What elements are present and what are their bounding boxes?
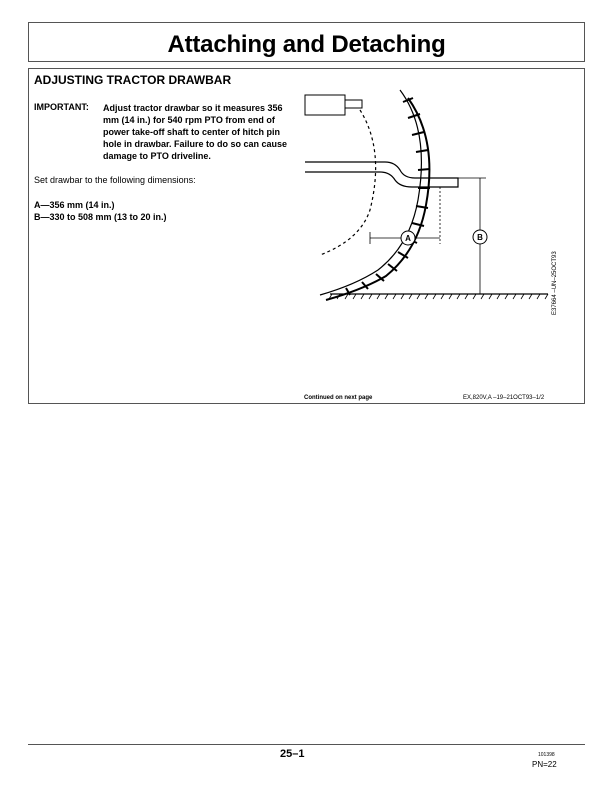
doc-code: 101398	[538, 752, 555, 758]
page-number: 25–1	[280, 748, 305, 760]
important-label: IMPORTANT:	[34, 102, 89, 112]
callout-b: B	[477, 233, 483, 242]
figure-code: E37664 –UN–25OCT93	[552, 251, 558, 315]
callout-a: A	[405, 234, 411, 243]
reference-code: EX,820V,A –19–21OCT93–1/2	[463, 395, 545, 401]
dimension-a: A—356 mm (14 in.)	[34, 200, 115, 210]
drawbar-illustration	[300, 80, 550, 310]
important-text: Adjust tractor drawbar so it measures 356 mm (14 in.) for 540 rpm PTO from end of power take-off shaft to center of hitch pin hole in drawbar. Failure to do so can cause damage to PTO driveline.	[103, 103, 288, 161]
title-box	[28, 22, 585, 62]
pn-label: PN=22	[532, 760, 557, 769]
dimension-b: B—330 to 508 mm (13 to 20 in.)	[34, 212, 167, 222]
instruction-text: Set drawbar to the following dimensions:	[34, 175, 196, 185]
page-title: Attaching and Detaching	[167, 31, 446, 58]
section-heading: ADJUSTING TRACTOR DRAWBAR	[34, 73, 232, 87]
continued-note: Continued on next page	[304, 395, 373, 401]
footer-divider	[28, 744, 585, 745]
